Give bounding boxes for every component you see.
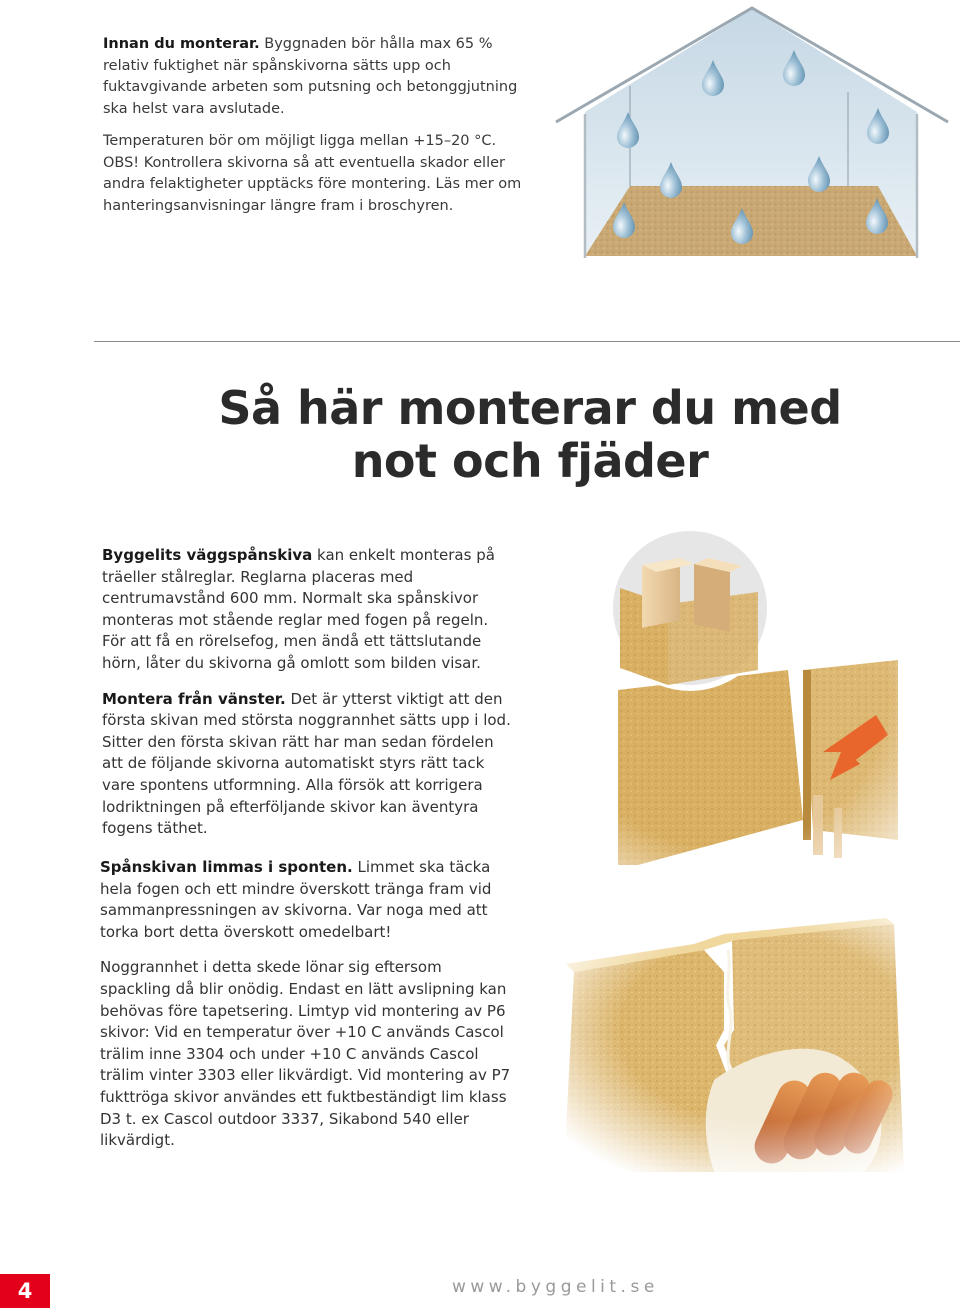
corner-detail-inset	[610, 528, 770, 688]
glue-heading: Spånskivan limmas i sponten.	[100, 858, 353, 876]
page-title-line-2: not och fjäder	[351, 434, 709, 488]
glue-paragraph-1: Spånskivan limmas i sponten. Limmet ska täcka hela fogen och ett mindre överskott tränga fram vid sammanpressningen av skivorna. Var noga med att torka bort detta överskott omedelbart!	[100, 858, 492, 941]
intro-heading: Innan du monterar.	[103, 36, 260, 52]
mounting-paragraph-2: Montera från vänster. Det är ytterst viktigt att den första skivan med största noggrannhet sätts upp i lod. Sitter den första skivan rätt har man sedan fördelen att de följande skivorna automatiskt styrs rätt tack vare spontens utformning. Alla försök att korrigera lodriktningen på efterföljande skivor kan äventyra fogens täthet.	[102, 689, 511, 838]
humidity-room-illustration	[552, 4, 952, 266]
glue-paragraph-2: Noggrannhet i detta skede lönar sig eftersom spackling då blir onödig. Endast en lätt avslipning kan behövas före tapetsering. Limtyp vid montering av P6 skivor: Vid en temperatur över +10 C används Cascol trälim inne 3304 och under +10 C används Cascol trälim vinter 3303 eller likvärdigt. Vid montering av P7 fukttröga skivor användes ett fuktbeständigt lim klass D3 t. ex Cascol outdoor 3337, Sikabond 540 eller likvärdigt.	[100, 958, 511, 1150]
page-title-line-1: Så här monterar du med	[218, 381, 842, 435]
page-number: 4	[0, 1274, 50, 1308]
intro-paragraph-1: Innan du monterar. Byggnaden bör hålla max 65 % relativ fuktighet när spånskivorna sätts upp och fuktavgivande arbeten som putsning och betonggjutning ska helst vara avslutade.	[103, 36, 518, 117]
glue-text-block	[100, 857, 516, 1152]
wood-stud-right	[694, 564, 730, 632]
page-title	[200, 382, 860, 488]
mount-left-heading: Montera från vänster.	[102, 689, 286, 708]
glue-joint-illustration	[564, 910, 960, 1172]
mounting-paragraph-1: Byggelits väggspånskiva kan enkelt monteras på träeller stålreglar. Reglarna placeras med centrumavstånd 600 mm. Normalt ska spånskivor monteras mot stående reglar med fogen på regeln. För att få en rörelsefog, men ändå ett tättslutande hörn, låter du skivorna gå omlott som bilden visar.	[102, 546, 495, 672]
section-divider	[94, 341, 960, 342]
footer-website: www.byggelit.se	[452, 1277, 659, 1297]
corner-mounting-illustration	[598, 520, 960, 865]
mounting-heading: Byggelits väggspånskiva	[102, 546, 313, 564]
intro-paragraph-2: Temperaturen bör om möjligt ligga mellan +15–20 °C. OBS! Kontrollera skivorna så att eventuella skador eller andra felaktigheter upptäcks före montering. Läs mer om hanteringsanvisningar längre fram i broschyren.	[103, 133, 522, 214]
mounting-text-block	[102, 545, 514, 840]
intro-text-block	[103, 34, 528, 217]
